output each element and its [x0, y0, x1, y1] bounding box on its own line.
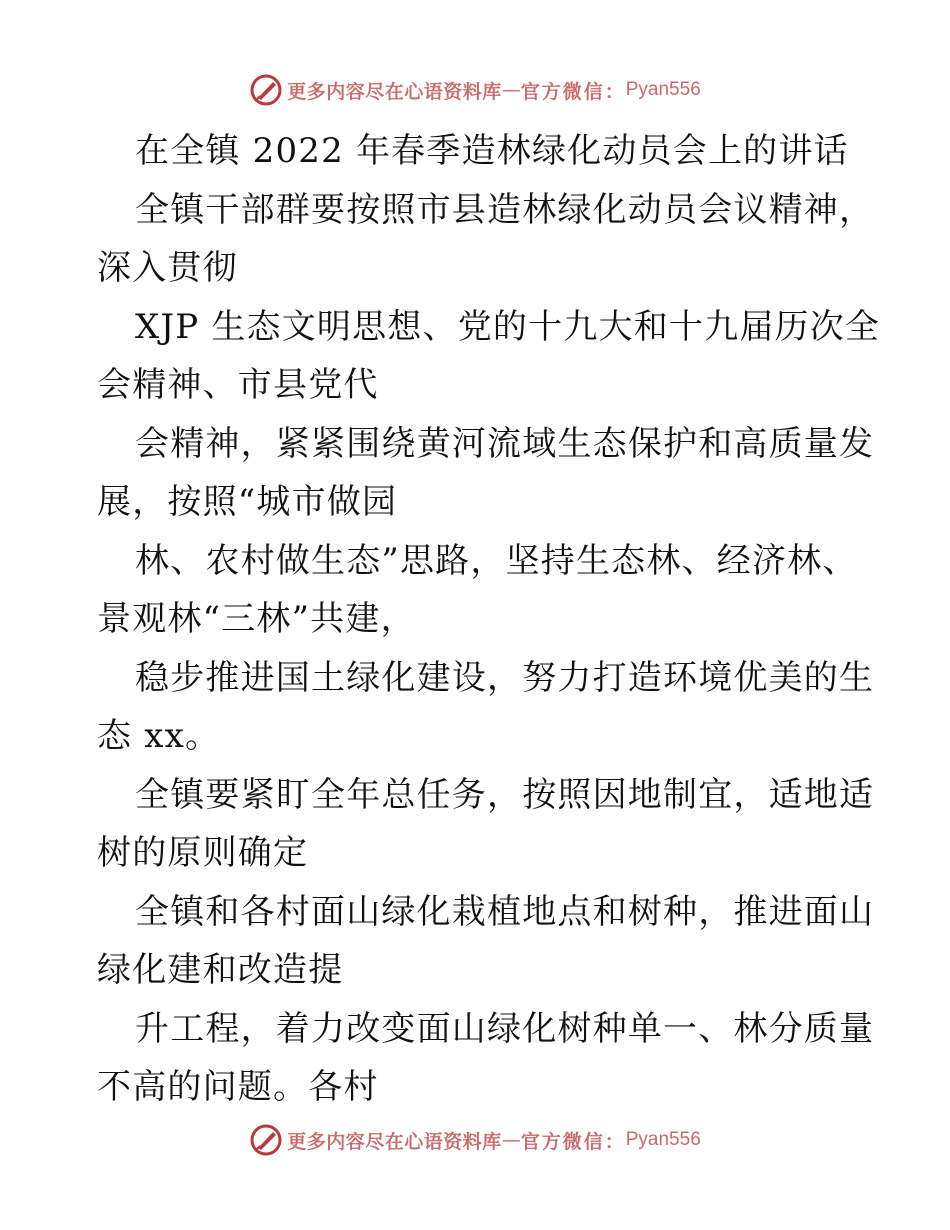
text-line: XJP 生态文明思想、党的十九大和十九届历次全: [135, 306, 881, 347]
text-line: 全镇干部群要按照市县造林绿化动员会议精神，: [135, 189, 875, 230]
watermark-dash: —: [501, 1129, 521, 1151]
text-line: 稳步推进国土绿化建设，努力打造环境优美的生: [135, 657, 875, 698]
feather-pen-logo-icon: [249, 1123, 283, 1157]
document-title: 在全镇 2022 年春季造林绿化动员会上的讲话: [135, 131, 849, 171]
text-line: 深入贯彻: [97, 248, 238, 288]
text-line: 不高的问题。各村: [97, 1067, 379, 1107]
text-line: 绿化建和改造提: [97, 950, 344, 990]
text-line: 会精神，紧紧围绕黄河流域生态保护和高质量发: [135, 423, 875, 464]
watermark-official-label: 官方微信：: [520, 1130, 626, 1153]
text-line: 林、农村做生态”思路，坚持生态林、经济林、: [135, 540, 858, 581]
watermark-text: 更多内容尽在心语资料库: [287, 80, 502, 103]
watermark-text: 更多内容尽在心语资料库: [287, 1130, 502, 1153]
watermark-dash: —: [501, 79, 521, 101]
watermark-official-label: 官方微信：: [520, 80, 626, 103]
text-line: 展，按照“城市做园: [97, 482, 398, 522]
feather-pen-logo-icon: [249, 73, 283, 107]
text-line: 态 xx。: [97, 716, 221, 756]
text-line: 全镇要紧盯全年总任务，按照因地制宜，适地适: [135, 774, 875, 815]
text-line: 升工程，着力改变面山绿化树种单一、林分质量: [135, 1008, 875, 1049]
text-line: 树的原则确定: [97, 833, 309, 873]
text-line: 景观林“三林”共建，: [97, 599, 416, 639]
text-line: 会精神、市县党代: [97, 365, 379, 405]
watermark-header: [0, 70, 950, 110]
text-line: 全镇和各村面山绿化栽植地点和树种，推进面山: [135, 891, 875, 932]
watermark-wechat-id: Pyan556: [625, 1129, 701, 1150]
watermark-footer: [0, 1120, 950, 1160]
document-body: [97, 122, 881, 1117]
watermark-wechat-id: Pyan556: [625, 79, 701, 100]
